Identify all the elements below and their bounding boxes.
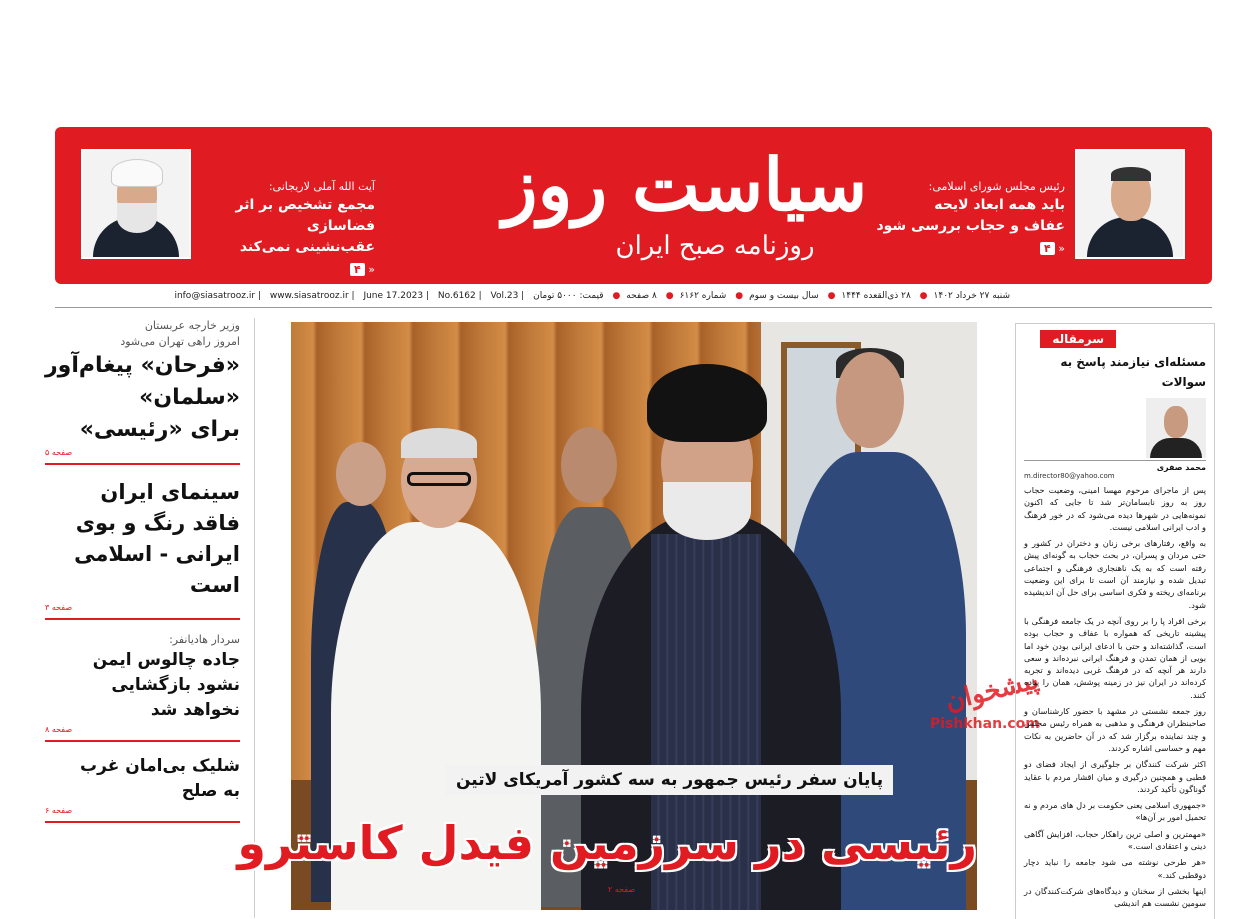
date-english: June 17.2023 <box>363 291 424 301</box>
volume: Vol.23 <box>490 291 519 301</box>
author-name: محمد صفری <box>1024 460 1206 472</box>
story-headline: ایرانی - اسلامی <box>74 542 240 566</box>
date-hijri: ۲۸ ذی‌القعده ۱۴۴۴ <box>841 291 911 301</box>
author-avatar <box>1146 398 1206 458</box>
story-headline: سینمای ایران <box>100 480 240 504</box>
story-page-ref: صفحه ۶ <box>45 806 73 815</box>
price: قیمت: ۵۰۰۰ تومان <box>533 291 604 301</box>
story-headline: نشود بازگشایی <box>111 675 240 695</box>
teaser-right-kicker: رئیس مجلس شورای اسلامی: <box>928 180 1065 193</box>
teaser-right-headline-1: باید همه ابعاد لایحه <box>934 197 1065 213</box>
main-story-headline[interactable]: رئیسی در سرزمین فیدل کاسترو <box>237 816 977 870</box>
watermark-en: Pishkhan.com <box>930 716 1040 732</box>
brand <box>495 135 875 275</box>
left-story-4[interactable] <box>45 754 240 823</box>
teaser-photo-left <box>81 149 191 259</box>
teaser-photo-right <box>1075 149 1185 259</box>
main-story-subheadline: پایان سفر رئیس جمهور به سه کشور آمریکای لاتین <box>446 765 893 795</box>
teaser-left-headline-2: عقب‌نشینی نمی‌کند <box>239 239 375 255</box>
newspaper-subtitle: روزنامه صبح ایران <box>615 231 815 261</box>
issue-number-en: No.6162 <box>437 291 476 301</box>
editorial-paragraph: پس از ماجرای مرحوم مهسا امینی، وضعیت حجاب روز به روز نابسامان‌تر شد تا جایی که اکنون نمونه‌هایی در شهرها دیده می‌شود که در خور فرهنگ و ادب ایرانی اسلامی نیست. <box>1024 485 1206 532</box>
story-headline: «فرحان» پیغام‌آور <box>45 353 240 378</box>
left-column <box>45 318 240 918</box>
story-headline: نخواهد شد <box>150 700 240 720</box>
editorial-paragraph: «مهمترین و اصلی ترین راهکار حجاب، افزایش آگاهی دینی و اعتقادی است.» <box>1024 828 1206 852</box>
watermark-fa: پیشخوان <box>942 664 1042 718</box>
teaser-left-kicker: آیت الله آملی لاریجانی: <box>268 180 375 193</box>
editorial-paragraph: اینها بخشی از سخنان و دیدگاه‌های شرکت‌کنندگان در سومین نشست هم اندیشی <box>1024 885 1206 909</box>
story-page-ref: صفحه ۸ <box>45 725 73 734</box>
editorial-body <box>1024 484 1206 910</box>
story-headline: شلیک بی‌امان غرب <box>80 756 240 776</box>
page-count: ۸ صفحه <box>626 291 657 301</box>
editorial-column <box>1015 323 1215 919</box>
section-label: سرمقاله <box>1040 330 1116 348</box>
issue-info-bar: شنبه ۲۷ خرداد ۱۴۰۲● ۲۸ ذی‌القعده ۱۴۴۴● سال بیست و سوم● شماره ۶۱۶۲● ۸ صفحه● قیمت: ۵۰۰۰ تومان | info@siasatrooz.ir | www.siasatrooz.ir | June 17.2023 | No.6162 | Vol.23 <box>174 291 1010 301</box>
editorial-title[interactable]: مسئله‌ای نیازمند پاسخ به سوالات <box>1060 355 1206 389</box>
editorial-paragraph: «هر طرحی نوشته می شود جامعه را نباید دچار دوقطبی کند.» <box>1024 857 1206 880</box>
story-headline: برای «رئیسی» <box>79 417 240 442</box>
story-kicker: سردار هادیانفر: <box>169 633 240 646</box>
editorial-paragraph: روز جمعه نشستی در مشهد با حضور کارشناسان و صاحبنظران فرهنگی و مذهبی به همراه رئیس مجلس و چند نماینده برگزار شد که در آن حاضرین به نکات مهم و حساسی اشاره کردند. <box>1024 706 1206 753</box>
year-label: سال بیست و سوم <box>749 291 819 301</box>
teaser-left-page: ۴ » <box>350 263 375 276</box>
website-link[interactable]: www.siasatrooz.ir <box>269 291 349 301</box>
editorial-paragraph: به واقع، رفتارهای برخی زنان و دختران در کشور و حتی مردان و پسران، در بحث حجاب به گونه‌ای پیش رفته است که به یک ناهنجاری فرهنگی و اجتماعی تبدیل شده و نیازمند آن است تا برای این وضعیت برنامه‌ای ریخته و فکری اساسی برای حل آن اندیشیده شود. <box>1024 538 1206 610</box>
left-story-3[interactable] <box>45 632 240 742</box>
teaser-left[interactable] <box>185 179 375 277</box>
story-headline: به صلح <box>181 781 240 801</box>
teaser-right-page: ۴ » <box>1040 242 1065 255</box>
left-story-1[interactable] <box>45 318 240 465</box>
teaser-right-headline-2: عفاف و حجاب بررسی شود <box>876 218 1065 234</box>
author-email[interactable]: m.director80@yahoo.com <box>1024 472 1115 480</box>
story-kicker: وزیر خارجه عربستان <box>144 319 240 332</box>
story-headline: جاده چالوس ایمن <box>92 650 240 670</box>
teaser-right[interactable] <box>875 179 1065 256</box>
story-kicker: امروز راهی تهران می‌شود <box>120 335 240 348</box>
teaser-left-headline-1: مجمع تشخیص بر اثر فضاسازی <box>235 197 375 234</box>
newspaper-title: سیاست روز <box>502 142 868 227</box>
editorial-paragraph: «جمهوری اسلامی یعنی حکومت بر دل های مردم و نه تحمیل امور بر آن‌ها» <box>1024 800 1206 823</box>
masthead <box>55 127 1212 284</box>
date-persian: شنبه ۲۷ خرداد ۱۴۰۲ <box>933 291 1010 301</box>
main-story-page-ref: صفحه ۲ <box>608 885 636 894</box>
story-page-ref: صفحه ۵ <box>45 448 73 457</box>
contact-email[interactable]: info@siasatrooz.ir <box>174 291 256 301</box>
editorial-paragraph: اکثر شرکت کنندگان بر جلوگیری از ایجاد فضای دو قطبی و همچنین درگیری و میان اقشار مردم با عقاید گوناگون تأکید کردند. <box>1024 759 1206 794</box>
story-page-ref: صفحه ۳ <box>45 603 73 612</box>
story-headline: است <box>189 573 240 597</box>
header-divider <box>55 307 1212 308</box>
story-headline: «سلمان» <box>139 385 240 410</box>
editorial-paragraph: برخی افراد پا را بر روی آنچه در یک جامعه فرهنگی با پیشینه تاریخی که همواره با عفاف و حجاب بوده است، گذاشته‌اند و حتی با ادعای ایرانی بودن خود اما بویی از همان تمدن و فرهنگ ایرانی نبرده‌اند و سعی دارند هر آنچه که در فرهنگ غربی دیده‌اند و تجربه کرده‌اند در ایران نیز در زمینه پوشش، همان را پیاده کنند. <box>1024 615 1206 700</box>
story-headline: فاقد رنگ و بوی <box>75 511 240 535</box>
left-story-2[interactable] <box>45 477 240 620</box>
issue-number-fa: شماره ۶۱۶۲ <box>679 291 727 301</box>
